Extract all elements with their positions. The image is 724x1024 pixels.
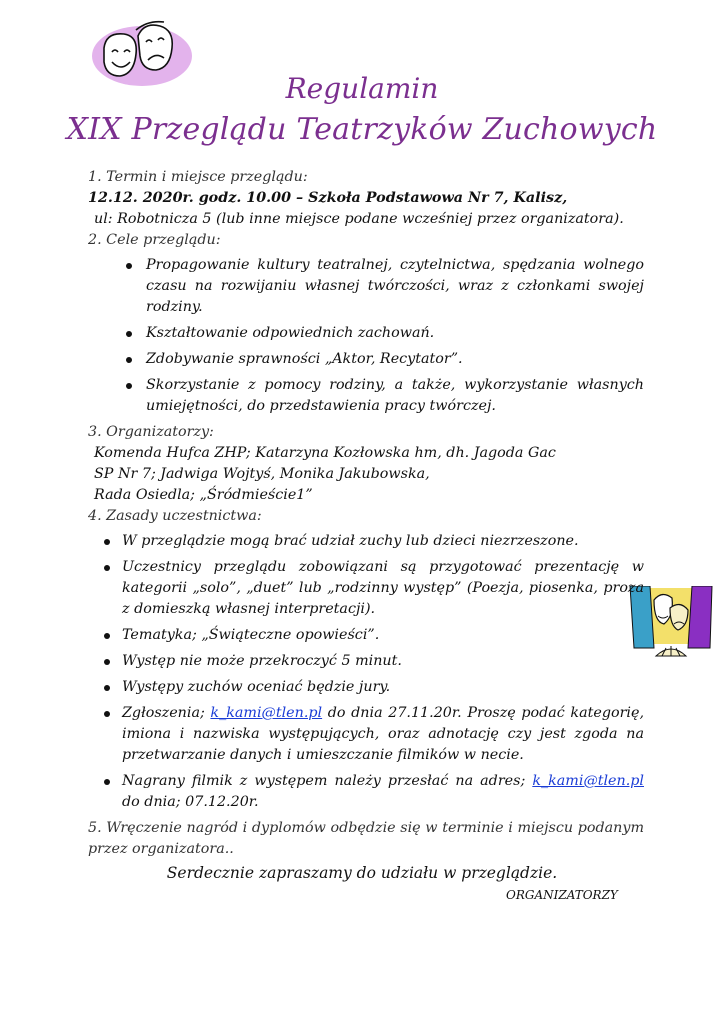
list-item <box>88 771 644 813</box>
section-3-heading: 3. Organizatorzy: <box>88 424 214 440</box>
list-item: Występ nie może przekroczyć 5 minut. <box>88 651 644 672</box>
registration-details: do dnia 27.11.20r. Proszę podać kategorię, imiona i nazwiska występujących, oraz adnotację czy jest zgoda na przetwarzanie danych i umieszczanie filmików w necie. <box>122 705 645 763</box>
section-2-heading: 2. Cele przeglądu: <box>88 232 221 248</box>
list-item: W przeglądzie mogą brać udział zuchy lub dzieci niezrzeszone. <box>88 531 644 552</box>
list-item: Skorzystanie z pomocy rodziny, a także, wykorzystanie własnych umiejętności, do przedstawienia pracy twórczej. <box>88 375 644 417</box>
list-item: Zdobywanie sprawności „Aktor, Recytator”. <box>88 349 644 370</box>
list-item: Uczestnicy przeglądu zobowiązani są przygotować prezentację w kategorii „solo”, „duet” lub „rodzinny występ” (Poezja, piosenka, proza z domieszką własnej interpretacji). <box>88 557 644 620</box>
list-item: Kształtowanie odpowiednich zachowań. <box>88 323 644 344</box>
list-item: Propagowanie kultury teatralnej, czytelnictwa, spędzania wolnego czasu na rozwijaniu własnej twórczości, wraz z członkami swojej rodziny. <box>88 255 644 318</box>
event-date-location: 12.12. 2020r. godz. 10.00 – Szkoła Podstawowa Nr 7, Kalisz, <box>88 190 568 206</box>
list-item: Tematyka; „Świąteczne opowieści”. <box>88 625 644 646</box>
organizer-line: Komenda Hufca ZHP; Katarzyna Kozłowska hm, dh. Jagoda Gac <box>94 445 556 461</box>
regulations-body <box>88 167 644 860</box>
invitation-text: Serdecznie zapraszamy do udziału w przeglądzie. <box>166 864 558 882</box>
goals-list <box>88 255 644 417</box>
event-address: ul: Robotnicza 5 (lub inne miejsce podane wcześniej przez organizatora). <box>94 211 624 227</box>
rules-list <box>88 531 644 813</box>
registration-text: Zgłoszenia; <box>122 705 211 721</box>
organizer-line: Rada Osiedla; „Śródmieście1” <box>94 487 313 503</box>
document-subtitle: XIX Przeglądu Teatrzyków Zuchowych <box>66 112 658 147</box>
list-item: Występy zuchów oceniać będzie jury. <box>88 677 644 698</box>
document-title: Regulamin <box>285 72 439 105</box>
video-submission-text: Nagrany filmik z występem należy przesłać na adres; <box>122 773 533 789</box>
organizer-line: SP Nr 7; Jadwiga Wojtyś, Monika Jakubowska, <box>94 466 430 482</box>
list-item <box>88 703 644 766</box>
signature: ORGANIZATORZY <box>506 888 618 902</box>
section-1-heading: 1. Termin i miejsce przeglądu: <box>88 169 308 185</box>
email-link[interactable]: k_kami@tlen.pl <box>532 773 644 789</box>
video-deadline: do dnia; 07.12.20r. <box>122 794 259 810</box>
section-5-text: 5. Wręczenie nagród i dyplomów odbędzie się w terminie i miejscu podanym przez organizatora.. <box>88 820 644 857</box>
section-4-heading: 4. Zasady uczestnictwa: <box>88 508 262 524</box>
email-link[interactable]: k_kami@tlen.pl <box>210 705 323 721</box>
